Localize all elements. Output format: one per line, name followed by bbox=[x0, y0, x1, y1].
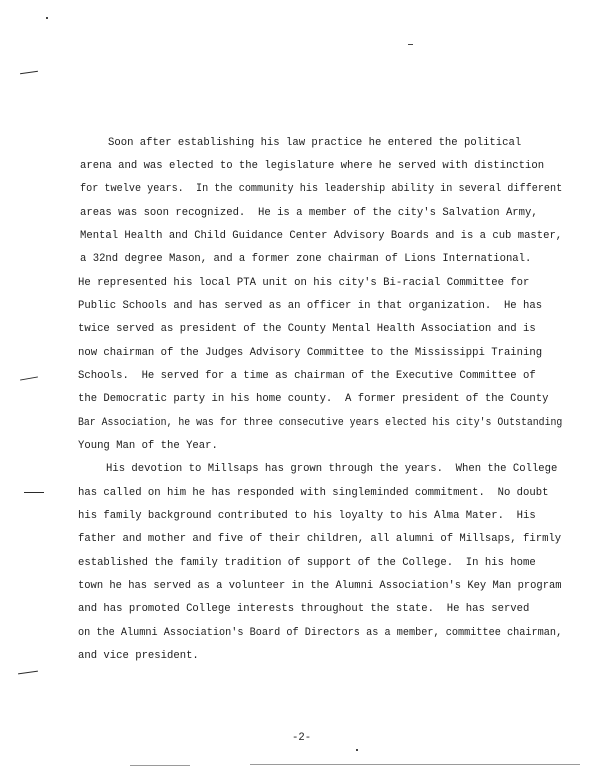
text-line: arena and was elected to the legislature where he served with distinction bbox=[80, 160, 545, 172]
text-line: for twelve years. In the community his leadership ability in several different bbox=[80, 183, 563, 195]
text-line: Young Man of the Year. bbox=[78, 440, 218, 452]
scan-speck bbox=[408, 44, 413, 45]
text-line: and has promoted College interests throughout the state. He has served bbox=[78, 603, 530, 615]
text-line: twice served as president of the County Mental Health Association and is bbox=[78, 323, 536, 335]
scan-edge-rule bbox=[130, 765, 190, 766]
text-line: Schools. He served for a time as chairman of the Executive Committee of bbox=[78, 370, 536, 382]
text-line: on the Alumni Association's Board of Directors as a member, committee chairman, bbox=[78, 627, 563, 639]
text-line: his family background contributed to his loyalty to his Alma Mater. His bbox=[78, 510, 536, 522]
text-line: His devotion to Millsaps has grown through the years. When the College bbox=[106, 463, 558, 475]
text-line: established the family tradition of support of the College. In his home bbox=[78, 557, 536, 569]
text-line: now chairman of the Judges Advisory Committee to the Mississippi Training bbox=[78, 347, 543, 359]
page-number: -2- bbox=[292, 732, 312, 744]
binder-hole-mark bbox=[18, 671, 38, 675]
text-line: the Democratic party in his home county. A former president of the County bbox=[78, 393, 549, 405]
scan-speck bbox=[46, 17, 48, 19]
text-line: areas was soon recognized. He is a member of the city's Salvation Army, bbox=[80, 207, 538, 219]
text-line: Public Schools and has served as an officer in that organization. He has bbox=[78, 300, 543, 312]
binder-hole-mark bbox=[20, 376, 38, 380]
scan-speck bbox=[356, 749, 358, 751]
text-line: Bar Association, he was for three consecutive years elected his city's Outstanding bbox=[78, 417, 563, 429]
text-line: has called on him he has responded with singleminded commitment. No doubt bbox=[78, 487, 549, 499]
text-line: and vice president. bbox=[78, 650, 199, 662]
text-line: He represented his local PTA unit on his city's Bi-racial Committee for bbox=[78, 277, 530, 289]
binder-hole-mark bbox=[24, 492, 44, 493]
text-line: Soon after establishing his law practice he entered the political bbox=[108, 137, 522, 149]
text-line: a 32nd degree Mason, and a former zone chairman of Lions International. bbox=[80, 253, 532, 265]
text-line: town he has served as a volunteer in the Alumni Association's Key Man program bbox=[78, 580, 562, 592]
binder-hole-mark bbox=[20, 71, 38, 74]
scan-edge-rule bbox=[250, 764, 580, 765]
text-line: Mental Health and Child Guidance Center Advisory Boards and is a cub master, bbox=[80, 230, 563, 242]
text-line: father and mother and five of their children, all alumni of Millsaps, firmly bbox=[78, 533, 562, 545]
